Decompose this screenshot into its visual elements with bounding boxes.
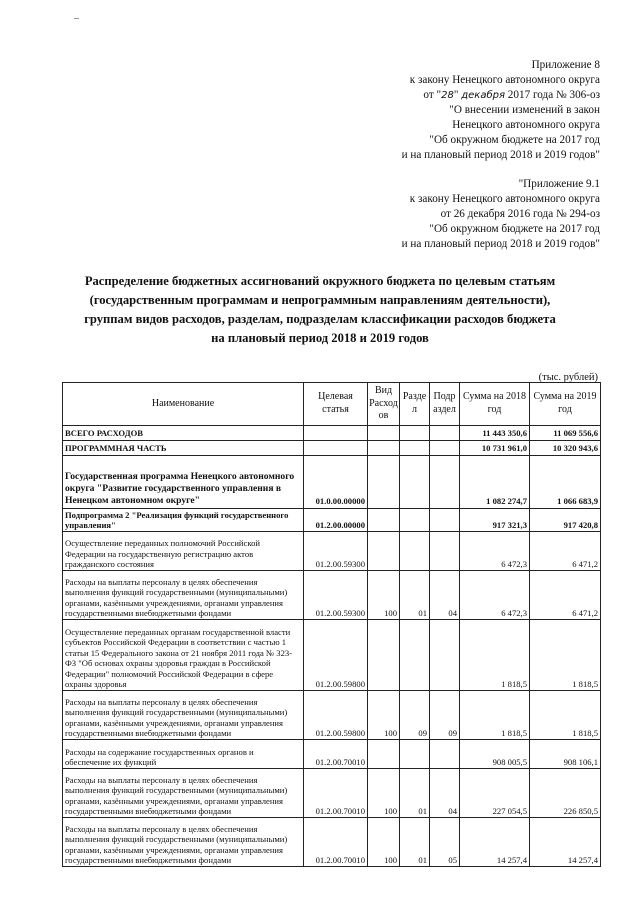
- header-line: от 26 декабря 2016 года № 294-оз: [440, 208, 600, 220]
- row-podrazdel: 04: [430, 769, 460, 818]
- row-sum-2019: 1 818,5: [530, 620, 601, 691]
- row-razdel: [400, 532, 430, 571]
- row-vid: [368, 508, 400, 532]
- row-sum-2019: 226 850,5: [530, 769, 601, 818]
- row-sum-2018: 1 818,5: [460, 691, 530, 740]
- date-mid: ": [453, 89, 462, 101]
- row-target-code: 01.2.00.59300: [304, 532, 368, 571]
- header-sum-2018: Сумма на 2018 год: [460, 383, 530, 426]
- row-razdel: [400, 455, 430, 508]
- table-row: [63, 740, 601, 769]
- row-sum-2019: 908 106,1: [530, 740, 601, 769]
- scan-mark: [74, 18, 79, 19]
- row-target-code: 01.2.00.70010: [304, 740, 368, 769]
- row-vid: [368, 440, 400, 455]
- row-podrazdel: [430, 508, 460, 532]
- row-podrazdel: [430, 440, 460, 455]
- row-sum-2018: 6 472,3: [460, 571, 530, 620]
- row-target-code: 01.2.00.00000: [304, 508, 368, 532]
- table-row: [63, 532, 601, 571]
- date-suffix: 2017 года № 306-оз: [505, 89, 600, 101]
- handwritten-day: 28: [441, 90, 454, 101]
- row-podrazdel: 09: [430, 691, 460, 740]
- title-line: группам видов расходов, разделам, подразделам классификации расходов бюджета: [84, 312, 556, 326]
- row-vid: 100: [368, 691, 400, 740]
- row-razdel: [400, 740, 430, 769]
- row-sum-2018: 11 443 350,6: [460, 425, 530, 440]
- row-razdel: [400, 425, 430, 440]
- header-podrazdel: Подр аздел: [430, 383, 460, 426]
- row-sum-2018: 917 321,3: [460, 508, 530, 532]
- title-line: (государственным программам и непрограммным направлениям деятельности),: [89, 293, 551, 307]
- header-line: и на плановый период 2018 и 2019 годов": [401, 238, 600, 250]
- row-podrazdel: 05: [430, 818, 460, 867]
- row-sum-2018: 10 731 961,0: [460, 440, 530, 455]
- row-sum-2019: 1 818,5: [530, 691, 601, 740]
- header-line: Приложение 8: [531, 59, 600, 71]
- table-row: [63, 620, 601, 691]
- title-line: Распределение бюджетных ассигнований окружного бюджета по целевым статьям: [84, 274, 556, 288]
- row-podrazdel: [430, 620, 460, 691]
- row-razdel: [400, 620, 430, 691]
- row-name: Расходы на выплаты персоналу в целях обеспечения выполнения функций государственными (муниципальными) органами, казёнными учреждениями, органами управления государственными внебюджетными фондами: [63, 571, 304, 620]
- row-name: ВСЕГО РАСХОДОВ: [63, 425, 304, 440]
- table-row: [63, 440, 601, 455]
- row-podrazdel: 04: [430, 571, 460, 620]
- table-row: [63, 818, 601, 867]
- row-sum-2019: 10 320 943,6: [530, 440, 601, 455]
- row-target-code: 01.2.00.59300: [304, 571, 368, 620]
- date-prefix: от ": [423, 89, 442, 101]
- row-podrazdel: [430, 455, 460, 508]
- header-line: и на плановый период 2018 и 2019 годов": [401, 149, 600, 161]
- table-row: [63, 455, 601, 508]
- row-target-code: 01.2.00.59800: [304, 620, 368, 691]
- header-line: к закону Ненецкого автономного округа: [409, 74, 600, 86]
- budget-table: [62, 382, 601, 867]
- table-row: [63, 691, 601, 740]
- row-name: Расходы на содержание государственных органов и обеспечение их функций: [63, 740, 304, 769]
- row-name: Расходы на выплаты персоналу в целях обеспечения выполнения функций государственными (муниципальными) органами, казёнными учреждениями, органами управления государственными внебюджетными фондами: [63, 691, 304, 740]
- appendix-header: [300, 58, 600, 252]
- table-row: [63, 571, 601, 620]
- row-name: Осуществление переданных полномочий Российской Федерации на государственную регистрацию актов гражданского состояния: [63, 532, 304, 571]
- row-vid: 100: [368, 818, 400, 867]
- handwritten-month: декабря: [461, 90, 505, 101]
- header-target: Целевая статья: [304, 383, 368, 426]
- header-line: "О внесении изменений в закон: [449, 104, 600, 116]
- header-line: к закону Ненецкого автономного округа: [409, 193, 600, 205]
- row-razdel: [400, 440, 430, 455]
- title-line: на плановый период 2018 и 2019 годов: [211, 331, 429, 345]
- row-target-code: 01.2.00.59800: [304, 691, 368, 740]
- table-header-row: [63, 383, 601, 426]
- row-sum-2018: 908 005,5: [460, 740, 530, 769]
- row-target-code: [304, 440, 368, 455]
- row-sum-2018: 227 054,5: [460, 769, 530, 818]
- row-sum-2019: 6 471,2: [530, 532, 601, 571]
- row-vid: 100: [368, 571, 400, 620]
- row-sum-2019: 917 420,8: [530, 508, 601, 532]
- row-razdel: [400, 508, 430, 532]
- table-row: [63, 425, 601, 440]
- row-podrazdel: [430, 740, 460, 769]
- row-name: Осуществление переданных органам государственной власти субъектов Российской Федерации в соответствии с частью 1 статьи 15 Федерального закона от 21 ноября 2011 года № 323-ФЗ "Об основах охраны здоровья граждан в Российской Федерации" полномочий Российской Федерации в сфере охраны здоровья: [63, 620, 304, 691]
- row-name: ПРОГРАММНАЯ ЧАСТЬ: [63, 440, 304, 455]
- row-vid: 100: [368, 769, 400, 818]
- row-name: Подпрограмма 2 "Реализация функций государственного управления": [63, 508, 304, 532]
- row-vid: [368, 455, 400, 508]
- row-vid: [368, 532, 400, 571]
- row-podrazdel: [430, 425, 460, 440]
- row-sum-2018: 1 818,5: [460, 620, 530, 691]
- units-label: (тыс. рублей): [538, 372, 598, 383]
- header-line: Ненецкого автономного округа: [452, 119, 600, 131]
- row-sum-2019: 14 257,4: [530, 818, 601, 867]
- row-target-code: 01.0.00.00000: [304, 455, 368, 508]
- row-sum-2019: 6 471,2: [530, 571, 601, 620]
- row-sum-2018: 14 257,4: [460, 818, 530, 867]
- table-row: [63, 508, 601, 532]
- row-vid: [368, 740, 400, 769]
- row-target-code: 01.2.00.70010: [304, 818, 368, 867]
- row-razdel: 01: [400, 571, 430, 620]
- row-target-code: 01.2.00.70010: [304, 769, 368, 818]
- row-name: Государственная программа Ненецкого автономного округа "Развитие государственного управления в Ненецком автономном округе": [63, 455, 304, 508]
- row-sum-2019: 1 066 683,9: [530, 455, 601, 508]
- row-podrazdel: [430, 532, 460, 571]
- row-target-code: [304, 425, 368, 440]
- row-sum-2018: 6 472,3: [460, 532, 530, 571]
- header-vid: Вид Расход ов: [368, 383, 400, 426]
- header-razdel: Разде л: [400, 383, 430, 426]
- header-line: "Об окружном бюджете на 2017 год: [429, 134, 600, 146]
- header-date-line: [300, 88, 600, 103]
- header-sum-2019: Сумма на 2019 год: [530, 383, 601, 426]
- table-row: [63, 769, 601, 818]
- row-razdel: 01: [400, 769, 430, 818]
- row-razdel: 09: [400, 691, 430, 740]
- row-name: Расходы на выплаты персоналу в целях обеспечения выполнения функций государственными (муниципальными) органами, казёнными учреждениями, органами управления государственными внебюджетными фондами: [63, 769, 304, 818]
- header-line: "Об окружном бюджете на 2017 год: [429, 223, 600, 235]
- row-razdel: 01: [400, 818, 430, 867]
- row-name: Расходы на выплаты персоналу в целях обеспечения выполнения функций государственными (муниципальными) органами, казёнными учреждениями, органами управления государственными внебюджетными фондами: [63, 818, 304, 867]
- header-name: Наименование: [63, 383, 304, 426]
- document-title: [50, 272, 590, 348]
- row-sum-2019: 11 069 556,6: [530, 425, 601, 440]
- row-vid: [368, 425, 400, 440]
- header-line: "Приложение 9.1: [518, 178, 600, 190]
- row-vid: [368, 620, 400, 691]
- row-sum-2018: 1 082 274,7: [460, 455, 530, 508]
